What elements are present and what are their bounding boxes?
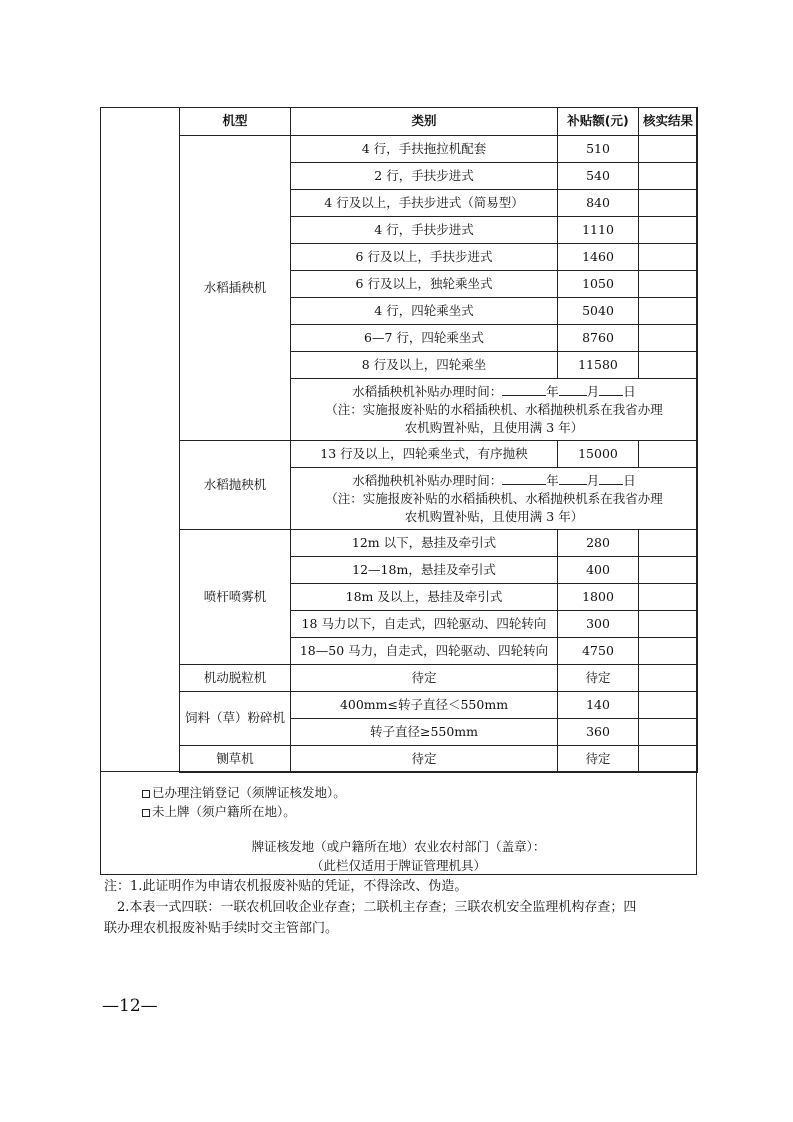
option-unregistered[interactable] (142, 802, 296, 820)
subsidy-cell: 待定 (558, 665, 639, 692)
time-label: 水稻插秧机补贴办理时间： (352, 383, 503, 399)
category-cell: 400mm≤转子直径＜550mm (291, 692, 558, 719)
thrower-time-note (291, 468, 698, 530)
category-cell: 6 行及以上，独轮乘坐式 (291, 271, 558, 298)
verify-cell[interactable] (639, 665, 698, 692)
day-label: 日 (623, 472, 636, 488)
category-cell: 6 行及以上，手扶步进式 (291, 244, 558, 271)
checkbox-icon[interactable] (142, 809, 150, 817)
footnote-line: 注：1.此证明作为申请农机报废补贴的凭证，不得涂改、伪造。 (104, 879, 468, 894)
year-label: 年 (546, 472, 559, 488)
option-label: 已办理注销登记（须牌证核发地）。 (152, 785, 346, 800)
footnote-line: 联办理农机报废补贴手续时交主管部门。 (104, 921, 339, 936)
table-row (180, 746, 698, 773)
model-name: 水稻抛秧机 (180, 441, 291, 530)
registration-section (100, 771, 697, 875)
category-cell: 2 行，手扶步进式 (291, 163, 558, 190)
subsidy-cell: 1110 (558, 217, 639, 244)
subsidy-table (179, 107, 698, 773)
note-line: 农机购置补贴，且使用满 3 年） (404, 508, 584, 524)
verify-cell[interactable] (639, 352, 698, 379)
category-cell: 4 行及以上，手扶步进式（简易型） (291, 190, 558, 217)
verify-cell[interactable] (639, 530, 698, 557)
day-label: 日 (623, 383, 636, 399)
subsidy-cell: 5040 (558, 298, 639, 325)
model-name: 饲料（草）粉碎机 (180, 692, 291, 746)
footnote-line: 2.本表一式四联：一联农机回收企业存查；二联机主存查；三联农机安全监理机构存查；四 (117, 900, 637, 915)
verify-cell[interactable] (639, 692, 698, 719)
verify-cell[interactable] (639, 611, 698, 638)
category-cell: 转子直径≥550mm (291, 719, 558, 746)
category-cell: 13 行及以上，四轮乘坐式，有序抛秧 (291, 441, 558, 468)
category-cell: 18m 及以上，悬挂及牵引式 (291, 584, 558, 611)
verify-cell[interactable] (639, 217, 698, 244)
verify-cell[interactable] (639, 441, 698, 468)
model-name: 水稻插秧机 (180, 136, 291, 441)
day-blank[interactable] (599, 472, 623, 485)
verify-cell[interactable] (639, 325, 698, 352)
option-deregistered[interactable] (142, 783, 346, 801)
time-label: 水稻抛秧机补贴办理时间： (352, 472, 503, 488)
note-line: （注：实施报废补贴的水稻插秧机、水稻抛秧机系在我省办理 (325, 490, 663, 506)
stamp-label: 牌证核发地（或户籍所在地）农业农村部门（盖章）： (251, 839, 546, 854)
verify-cell[interactable] (639, 244, 698, 271)
day-blank[interactable] (599, 383, 623, 396)
category-cell: 12m 以下，悬挂及牵引式 (291, 530, 558, 557)
header-verify: 核实结果 (639, 108, 698, 136)
subsidy-cell: 360 (558, 719, 639, 746)
subsidy-cell: 840 (558, 190, 639, 217)
verify-cell[interactable] (639, 719, 698, 746)
note-line: 农机购置补贴，且使用满 3 年） (404, 419, 584, 435)
category-cell: 4 行，四轮乘坐式 (291, 298, 558, 325)
table-row (180, 665, 698, 692)
category-cell: 18—50 马力，自走式，四轮驱动、四轮转向 (291, 638, 558, 665)
table-row (180, 530, 698, 557)
verify-cell[interactable] (639, 638, 698, 665)
category-cell: 8 行及以上，四轮乘坐 (291, 352, 558, 379)
subsidy-cell: 1460 (558, 244, 639, 271)
subsidy-cell: 15000 (558, 441, 639, 468)
verify-cell[interactable] (639, 298, 698, 325)
category-cell: 18 马力以下，自走式，四轮驱动、四轮转向 (291, 611, 558, 638)
category-cell: 待定 (291, 665, 558, 692)
verify-cell[interactable] (639, 557, 698, 584)
category-cell: 6—7 行，四轮乘坐式 (291, 325, 558, 352)
stamp-note: （此栏仅适用于牌证管理机具） (310, 858, 486, 873)
page-number: —12— (102, 996, 158, 1016)
verify-cell[interactable] (639, 271, 698, 298)
verify-cell[interactable] (639, 190, 698, 217)
transplanter-time-note (291, 379, 698, 441)
left-label-column (100, 107, 180, 771)
subsidy-cell: 400 (558, 557, 639, 584)
category-cell: 12—18m，悬挂及牵引式 (291, 557, 558, 584)
month-label: 月 (586, 383, 600, 399)
model-name: 机动脱粒机 (180, 665, 291, 692)
verify-cell[interactable] (639, 136, 698, 163)
table-row (180, 692, 698, 719)
footnotes (104, 876, 704, 939)
table-header-row (180, 108, 698, 136)
subsidy-cell: 140 (558, 692, 639, 719)
subsidy-cell: 8760 (558, 325, 639, 352)
subsidy-cell: 280 (558, 530, 639, 557)
note-line: （注：实施报废补贴的水稻插秧机、水稻抛秧机系在我省办理 (325, 401, 663, 417)
category-cell: 4 行，手扶步进式 (291, 217, 558, 244)
table-row (180, 441, 698, 468)
month-blank[interactable] (559, 472, 587, 485)
verify-cell[interactable] (639, 584, 698, 611)
year-blank[interactable] (502, 472, 546, 485)
table-row (180, 136, 698, 163)
header-subsidy: 补贴额(元) (558, 108, 639, 136)
category-cell: 待定 (291, 746, 558, 773)
subsidy-cell: 540 (558, 163, 639, 190)
subsidy-cell: 300 (558, 611, 639, 638)
verify-cell[interactable] (639, 746, 698, 773)
subsidy-cell: 1050 (558, 271, 639, 298)
verify-cell[interactable] (639, 163, 698, 190)
subsidy-cell: 11580 (558, 352, 639, 379)
category-cell: 4 行，手扶拖拉机配套 (291, 136, 558, 163)
subsidy-cell: 4750 (558, 638, 639, 665)
year-blank[interactable] (502, 383, 546, 396)
header-category: 类别 (291, 108, 558, 136)
year-label: 年 (546, 383, 559, 399)
option-label: 未上牌（须户籍所在地）。 (152, 804, 296, 819)
subsidy-cell: 510 (558, 136, 639, 163)
month-label: 月 (586, 472, 600, 488)
subsidy-cell: 待定 (558, 746, 639, 773)
subsidy-cell: 1800 (558, 584, 639, 611)
month-blank[interactable] (559, 383, 587, 396)
model-name: 喷杆喷雾机 (180, 530, 291, 665)
model-name: 铡草机 (180, 746, 291, 773)
checkbox-icon[interactable] (142, 790, 150, 798)
header-model: 机型 (180, 108, 291, 136)
